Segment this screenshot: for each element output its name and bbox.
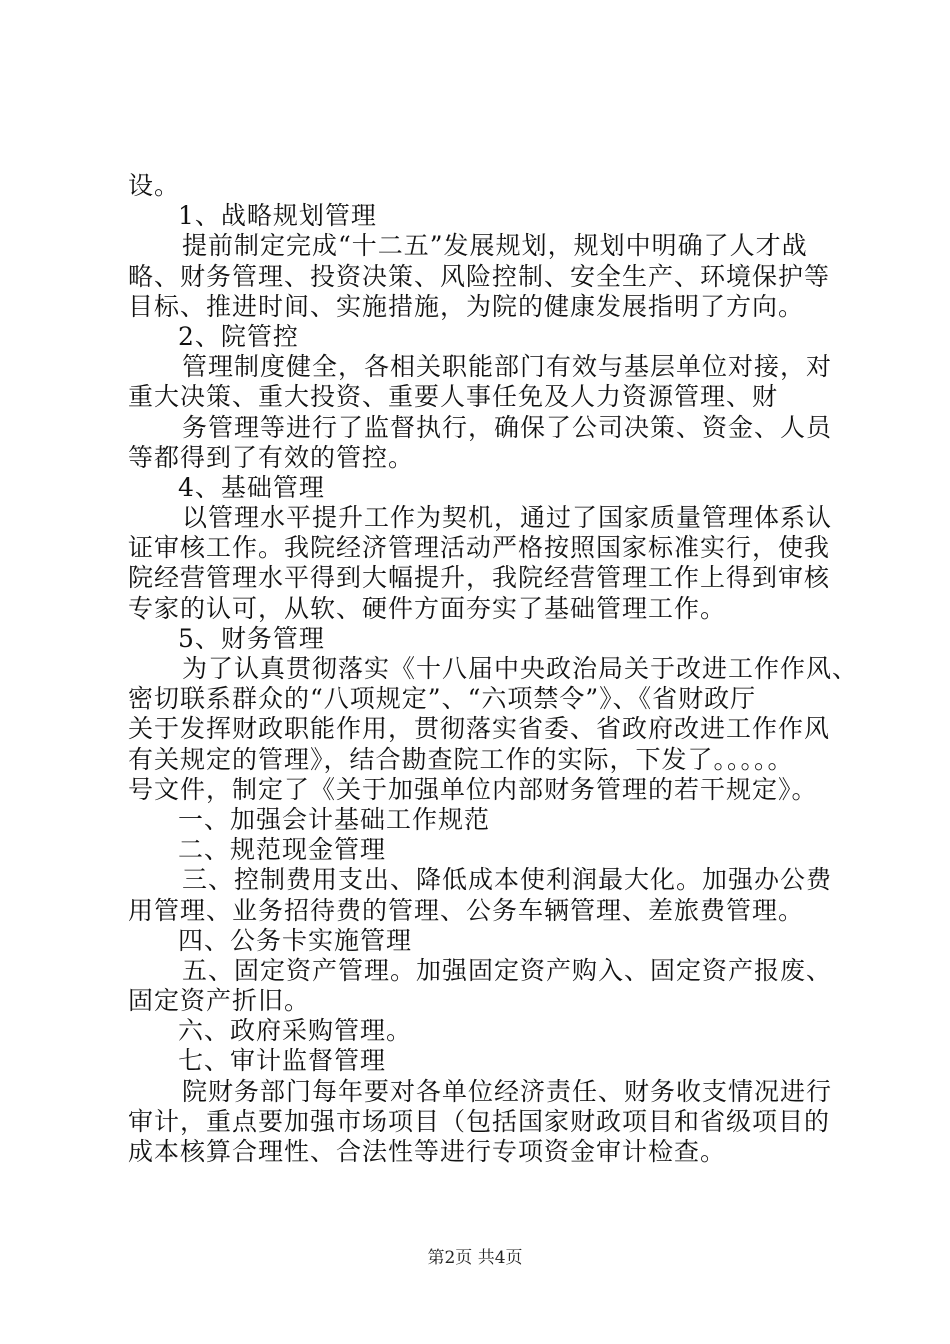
text-line: 二、规范现金管理 xyxy=(178,835,387,865)
text-line: 一、加强会计基础工作规范 xyxy=(178,804,491,834)
text-line: 号文件，制定了《关于加强单位内部财务管理的若干规定》。 xyxy=(128,774,818,804)
text-line: 提前制定完成“十二五”发展规划，规划中明确了人才战 xyxy=(182,231,808,261)
text-line: 用管理、业务招待费的管理、公务车辆管理、差旅费管理。 xyxy=(128,895,805,925)
text-line: 目标、推进时间、实施措施，为院的健康发展指明了方向。 xyxy=(128,291,805,321)
text-line: 设。 xyxy=(128,171,181,200)
text-line: 有关规定的管理》，结合勘查院工作的实际，下发了。。。。。 xyxy=(128,744,794,774)
text-line: 三、控制费用支出、降低成本使利润最大化。加强办公费 xyxy=(182,865,833,895)
text-line: 成本核算合理性、合法性等进行专项资金审计检查。 xyxy=(128,1137,727,1166)
text-line: 审计，重点要加强市场项目（包括国家财政项目和省级项目的 xyxy=(128,1106,831,1136)
text-line: 四、公务卡实施管理 xyxy=(178,925,413,955)
text-line: 五、固定资产管理。加强固定资产购入、固定资产报废、 xyxy=(182,955,833,985)
text-line: 密切联系群众的“八项规定”、“六项禁令”》、《省财政厅 xyxy=(128,684,757,714)
text-line: 固定资产折旧。 xyxy=(128,986,311,1016)
text-line: 略、财务管理、投资决策、风险控制、安全生产、环境保护等 xyxy=(128,261,831,291)
text-line: 2、院管控 xyxy=(178,321,299,351)
text-line: 关于发挥财政职能作用，贯彻落实省委、省政府改进工作作风 xyxy=(128,714,831,744)
text-line: 4、基础管理 xyxy=(178,472,325,502)
text-line: 证审核工作。我院经济管理活动严格按照国家标准实行，使我 xyxy=(128,533,831,563)
text-line: 七、审计监督管理 xyxy=(178,1046,387,1076)
text-line: 院财务部门每年要对各单位经济责任、财务收支情况进行 xyxy=(182,1076,833,1106)
body-text xyxy=(128,171,859,1167)
text-line: 务管理等进行了监督执行，确保了公司决策、资金、人员 xyxy=(182,412,833,442)
text-line: 为了认真贯彻落实《十八届中央政治局关于改进工作作风、 xyxy=(182,654,859,683)
text-line: 等都得到了有效的管控。 xyxy=(128,442,415,472)
text-line: 管理制度健全，各相关职能部门有效与基层单位对接，对 xyxy=(182,352,833,382)
page-footer: 第2页 共4页 xyxy=(427,1248,523,1268)
text-line: 专家的认可，从软、硬件方面夯实了基础管理工作。 xyxy=(128,593,727,623)
text-line: 1、战略规划管理 xyxy=(178,201,377,231)
text-line: 院经营管理水平得到大幅提升，我院经营管理工作上得到审核 xyxy=(128,563,831,593)
text-line: 六、政府采购管理。 xyxy=(178,1016,413,1046)
text-line: 以管理水平提升工作为契机，通过了国家质量管理体系认 xyxy=(182,503,833,533)
text-line: 重大决策、重大投资、重要人事任免及人力资源管理、财 xyxy=(128,382,779,412)
text-line: 5、财务管理 xyxy=(178,623,325,653)
